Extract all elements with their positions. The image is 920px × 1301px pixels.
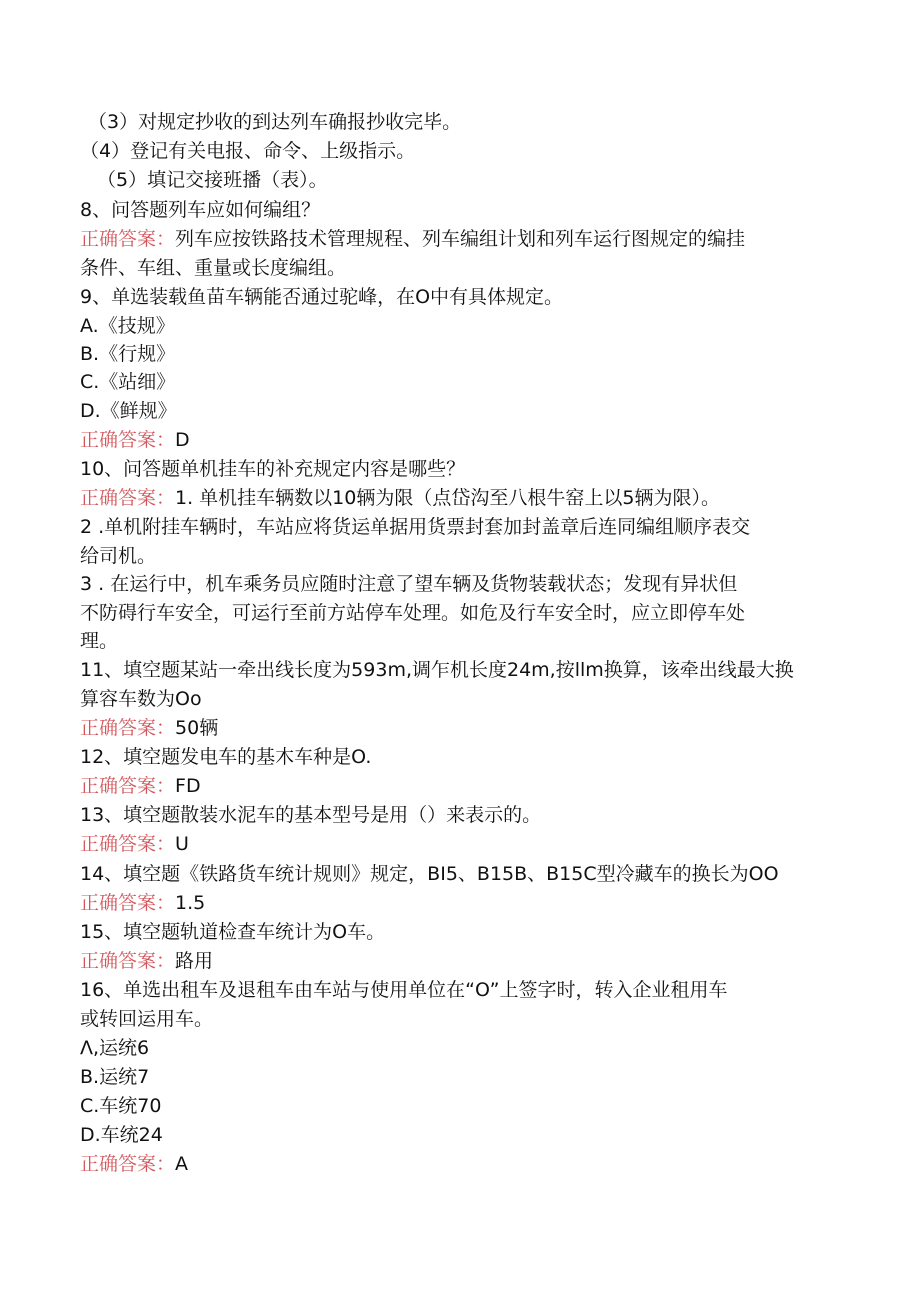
answer-12	[80, 772, 860, 801]
option-c: C.《站细》	[80, 371, 176, 393]
answer-11	[80, 714, 860, 743]
question-11-continuation: 算容车数为Oo	[80, 688, 202, 710]
answer-10-continuation: 不防碍行车安全，可运行至前方站停车处理。如危及行车安全时，应立即停车处	[80, 602, 746, 624]
question-15: 15、填空题轨道检查车统计为O车。	[80, 921, 386, 943]
answer-label: 正确答案：	[80, 487, 176, 509]
answer-10-continuation: 理。	[80, 630, 119, 652]
question-10: 10、问答题单机挂车的补充规定内容是哪些？	[80, 458, 466, 480]
intro-line: （5）填记交接班播（表）。	[97, 169, 328, 191]
question-9: 9、单选装载鱼苗车辆能否通过驼峰，在O中有具体规定。	[80, 286, 564, 308]
answer-8-continuation: 条件、车组、重量或长度编组。	[80, 257, 347, 279]
answer-label: 正确答案：	[80, 892, 176, 914]
answer-label: 正确答案：	[80, 950, 176, 972]
question-14: 14、填空题《铁路货车统计规则》规定，BI5、B15B、B15C型冷藏车的换长为OO	[80, 863, 779, 885]
answer-15	[80, 947, 860, 976]
answer-text: 1. 单机挂车辆数以10辆为限（点岱沟至八根牛窑上以5辆为限）。	[175, 487, 720, 509]
answer-label: 正确答案：	[80, 717, 176, 739]
answer-text: 路用	[175, 950, 214, 972]
answer-16	[80, 1150, 860, 1179]
option-b: B.《行规》	[80, 343, 176, 365]
question-11: 11、填空题某站一牵出线长度为593m,调乍机长度24m,按llm换算，该牵出线最大换	[80, 659, 794, 681]
question-13: 13、填空题散装水泥车的基本型号是用（）来表示的。	[80, 804, 542, 826]
intro-line: （4）登记有关电报、命令、上级指示。	[80, 140, 416, 162]
answer-text: A	[175, 1153, 189, 1175]
intro-line: （3）对规定抄收的到达列车确报抄收完毕。	[88, 111, 462, 133]
answer-text: FD	[175, 775, 201, 797]
question-16: 16、单选出租车及退租车由车站与使用单位在“O”上签字时，转入企业租用车	[80, 979, 728, 1001]
option-a: A.《技规》	[80, 315, 175, 337]
answer-label: 正确答案：	[80, 429, 176, 451]
answer-text: U	[175, 833, 189, 855]
answer-10-continuation: 3 . 在运行中，机车乘务员应随时注意了望车辆及货物装载状态；发现有异状但	[80, 573, 738, 595]
answer-text: D	[175, 429, 190, 451]
answer-text: 列车应按铁路技术管理规程、列车编组计划和列车运行图规定的编挂	[175, 228, 746, 250]
option-d: D.《鲜规》	[80, 400, 177, 422]
answer-10-continuation: 2 .单机附挂车辆时，车站应将货运单据用货票封套加封盖章后连同编组顺序表交	[80, 516, 751, 538]
answer-label: 正确答案：	[80, 228, 176, 250]
answer-10-continuation: 给司机。	[80, 545, 157, 567]
answer-text: 50辆	[175, 717, 219, 739]
answer-label: 正确答案：	[80, 833, 176, 855]
answer-14	[80, 889, 860, 918]
option-d: D.车统24	[80, 1124, 163, 1146]
answer-text: 1.5	[175, 892, 206, 914]
option-b: B.运统7	[80, 1066, 150, 1088]
answer-9	[80, 426, 860, 455]
answer-label: 正确答案：	[80, 1153, 176, 1175]
question-8: 8、问答题列车应如何编组？	[80, 199, 321, 221]
question-16-continuation: 或转回运用车。	[80, 1008, 214, 1030]
answer-label: 正确答案：	[80, 775, 176, 797]
answer-10	[80, 484, 860, 513]
answer-8	[80, 225, 860, 254]
answer-13	[80, 830, 860, 859]
option-a: Λ,运统6	[80, 1037, 150, 1059]
question-12: 12、填空题发电车的基木车种是O.	[80, 746, 372, 768]
option-c: C.车统70	[80, 1095, 162, 1117]
